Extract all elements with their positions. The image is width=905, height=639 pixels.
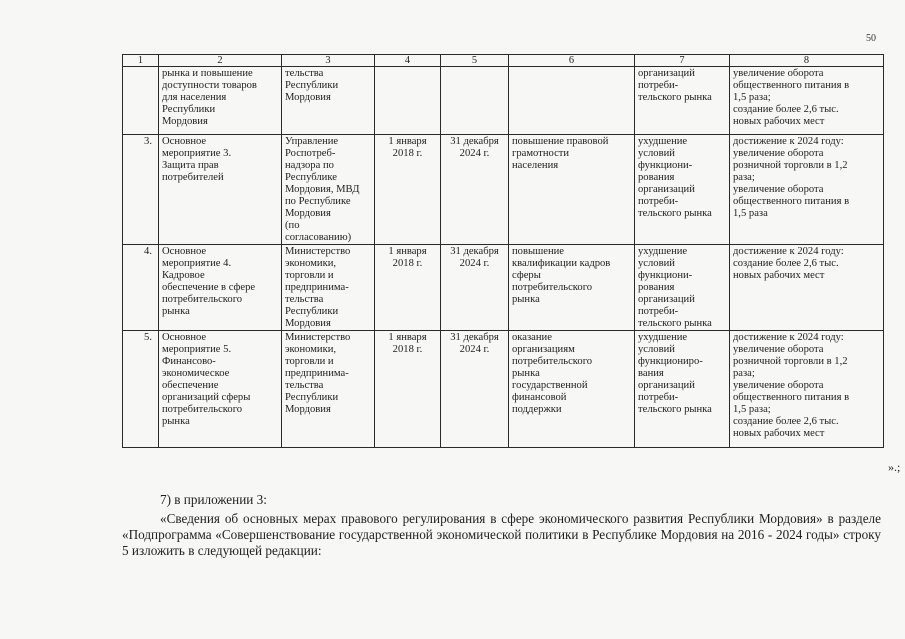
end-date: 31 декабря 2024 г. [441,135,509,245]
expected-result [509,67,635,135]
end-date [441,67,509,135]
column-header: 2 [159,55,282,67]
measure-name: Основное мероприятие 3. Защита прав потребителей [159,135,282,245]
table-row [123,135,884,245]
table-row [123,67,884,135]
table-row [123,245,884,331]
executor: Управление Роспотреб- надзора по Республике Мордовия, МВД по Республике Мордовия (по согласованию) [282,135,375,245]
indicator-link: достижение к 2024 году: увеличение оборота розничной торговли в 1,2 раза; увеличение оборота общественного питания в 1,5 раза; создание более 2,6 тыс. новых рабочих мест [730,331,884,448]
column-header: 8 [730,55,884,67]
column-header: 7 [635,55,730,67]
end-date: 31 декабря 2024 г. [441,331,509,448]
executor: Министерство экономики, торговли и предпринима- тельства Республики Мордовия [282,331,375,448]
start-date [375,67,441,135]
closing-quote: ».; [888,460,901,474]
risk-consequence: организаций потреби- тельского рынка [635,67,730,135]
executor: Министерство экономики, торговли и предпринима- тельства Республики Мордовия [282,245,375,331]
body-paragraph: «Сведения об основных мерах правового регулирования в сфере экономического развития Республики Мордовия» в разделе «Подпрограмма «Совершенствование государственной экономической политики в Республике Мордовия на 2016 - 2024 годы» строку 5 изложить в следующей редакции: [122,511,881,558]
column-header: 1 [123,55,159,67]
indicator-link: увеличение оборота общественного питания в 1,5 раза; создание более 2,6 тыс. новых рабочих мест [730,67,884,135]
start-date: 1 января 2018 г. [375,135,441,245]
expected-result: повышение правовой грамотности населения [509,135,635,245]
table-header-row [123,55,884,67]
measure-name: рынка и повышение доступности товаров для населения Республики Мордовия [159,67,282,135]
start-date: 1 января 2018 г. [375,331,441,448]
row-number: 5. [123,331,159,448]
column-header: 4 [375,55,441,67]
expected-result: повышение квалификации кадров сферы потребительского рынка [509,245,635,331]
column-header: 3 [282,55,375,67]
risk-consequence: ухудшение условий функциониро- вания организаций потреби- тельского рынка [635,331,730,448]
risk-consequence: ухудшение условий функциони- рования организаций потреби- тельского рынка [635,245,730,331]
item-7-heading: 7) в приложении 3: [160,492,267,507]
row-number: 3. [123,135,159,245]
measure-name: Основное мероприятие 5. Финансово- экономическое обеспечение организаций сферы потребительского рынка [159,331,282,448]
row-number: 4. [123,245,159,331]
expected-result: оказание организациям потребительского рынка государственной финансовой поддержки [509,331,635,448]
row-number [123,67,159,135]
executor: тельства Республики Мордовия [282,67,375,135]
end-date: 31 декабря 2024 г. [441,245,509,331]
measures-table [122,54,884,448]
page-number: 50 [866,33,876,44]
measure-name: Основное мероприятие 4. Кадровое обеспечение в сфере потребительского рынка [159,245,282,331]
risk-consequence: ухудшение условий функциони- рования организаций потреби- тельского рынка [635,135,730,245]
table-row [123,331,884,448]
column-header: 5 [441,55,509,67]
indicator-link: достижение к 2024 году: создание более 2,6 тыс. новых рабочих мест [730,245,884,331]
indicator-link: достижение к 2024 году: увеличение оборота розничной торговли в 1,2 раза; увеличение оборота общественного питания в 1,5 раза [730,135,884,245]
column-header: 6 [509,55,635,67]
start-date: 1 января 2018 г. [375,245,441,331]
